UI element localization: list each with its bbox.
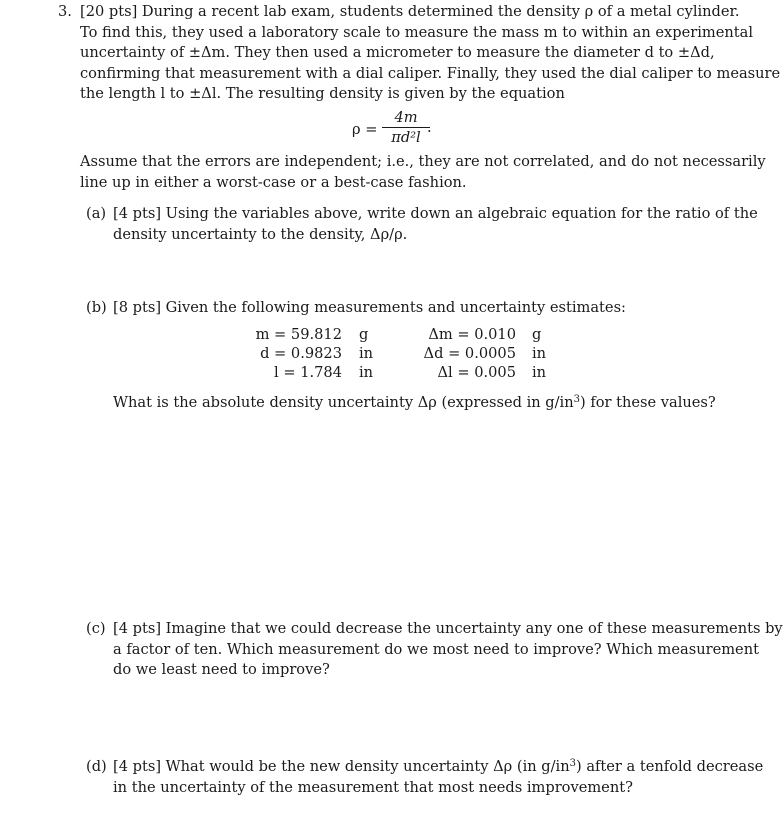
problem-intro [80,2,781,105]
part-b-question [113,393,716,414]
measurement-unit: in [359,364,374,381]
part-c-line: do we least need to improve? [113,661,330,678]
part-d-line-end: ) after a tenfold decrease [576,758,764,775]
problem-number: 3. [58,3,72,20]
equation-period: . [427,119,432,136]
uncertainty-value: Δm = 0.010 [428,326,516,343]
equation-numerator: 4m [394,109,418,126]
measurement-value: d = 0.9823 [260,345,342,362]
part-b-intro [113,298,700,319]
part-b-question-start: What is the absolute density uncertainty Δρ (expressed in g/in [113,394,574,411]
measurement-unit: g [359,326,369,343]
measurement-value: m = 59.812 [255,326,342,343]
assume-line: line up in either a worst-case or a best-case fashion. [80,173,467,191]
part-d-label: (d) [86,758,107,775]
part-a-line: [4 pts] Using the variables above, write down an algebraic equation for the ratio of the [113,205,758,222]
part-a-label: (a) [86,205,107,222]
uncertainty-value: Δl = 0.005 [437,364,516,381]
measurement-value: l = 1.784 [274,364,342,381]
part-c-text [113,619,783,681]
part-b-label: (b) [86,299,107,316]
cube-superscript: 3 [573,394,580,405]
uncertainty-unit: in [532,345,547,362]
part-c-label: (c) [86,620,106,637]
assume-line: Assume that the errors are independent; i.e., they are not correlated, and do not necessarily [80,153,766,170]
equation-fraction [382,110,430,147]
part-d-text [113,757,764,798]
part-a-line: density uncertainty to the density, Δρ/ρ. [113,225,408,243]
part-a-text [113,204,758,245]
assumption-text [80,152,766,193]
uncertainty-unit: in [532,364,547,381]
intro-line: [20 pts] During a recent lab exam, students determined the density ρ of a metal cylinder. [80,3,740,20]
equation-lhs: ρ = [352,121,378,138]
part-b-intro-line: [8 pts] Given the following measurements and uncertainty estimates: [113,299,626,316]
intro-line: uncertainty of ±Δm. They then used a micrometer to measure the diameter d to ±Δd, [80,44,715,61]
density-equation [352,110,442,150]
cube-superscript: 3 [569,758,576,769]
intro-line: the length l to ±Δl. The resulting density is given by the equation [80,85,565,102]
part-c-line: a factor of ten. Which measurement do we most need to improve? Which measurement [113,640,759,658]
part-d-line [113,757,764,778]
measurement-unit: in [359,345,374,362]
part-b-question-end: ) for these values? [579,394,716,411]
intro-line: To find this, they used a laboratory scale to measure the mass m to within an experimental [80,23,753,41]
uncertainty-value: Δd = 0.0005 [423,345,516,362]
intro-line: confirming that measurement with a dial caliper. Finally, they used the dial caliper to measure [80,64,781,82]
part-d-line: in the uncertainty of the measurement that most needs improvement? [113,778,633,796]
part-c-line: [4 pts] Imagine that we could decrease the uncertainty any one of these measurements by [113,620,783,637]
equation-denominator: πd²l [391,129,421,146]
part-d-line-start: [4 pts] What would be the new density uncertainty Δρ (in g/in [113,758,570,775]
fraction-bar [382,127,430,128]
uncertainty-unit: g [532,326,542,343]
